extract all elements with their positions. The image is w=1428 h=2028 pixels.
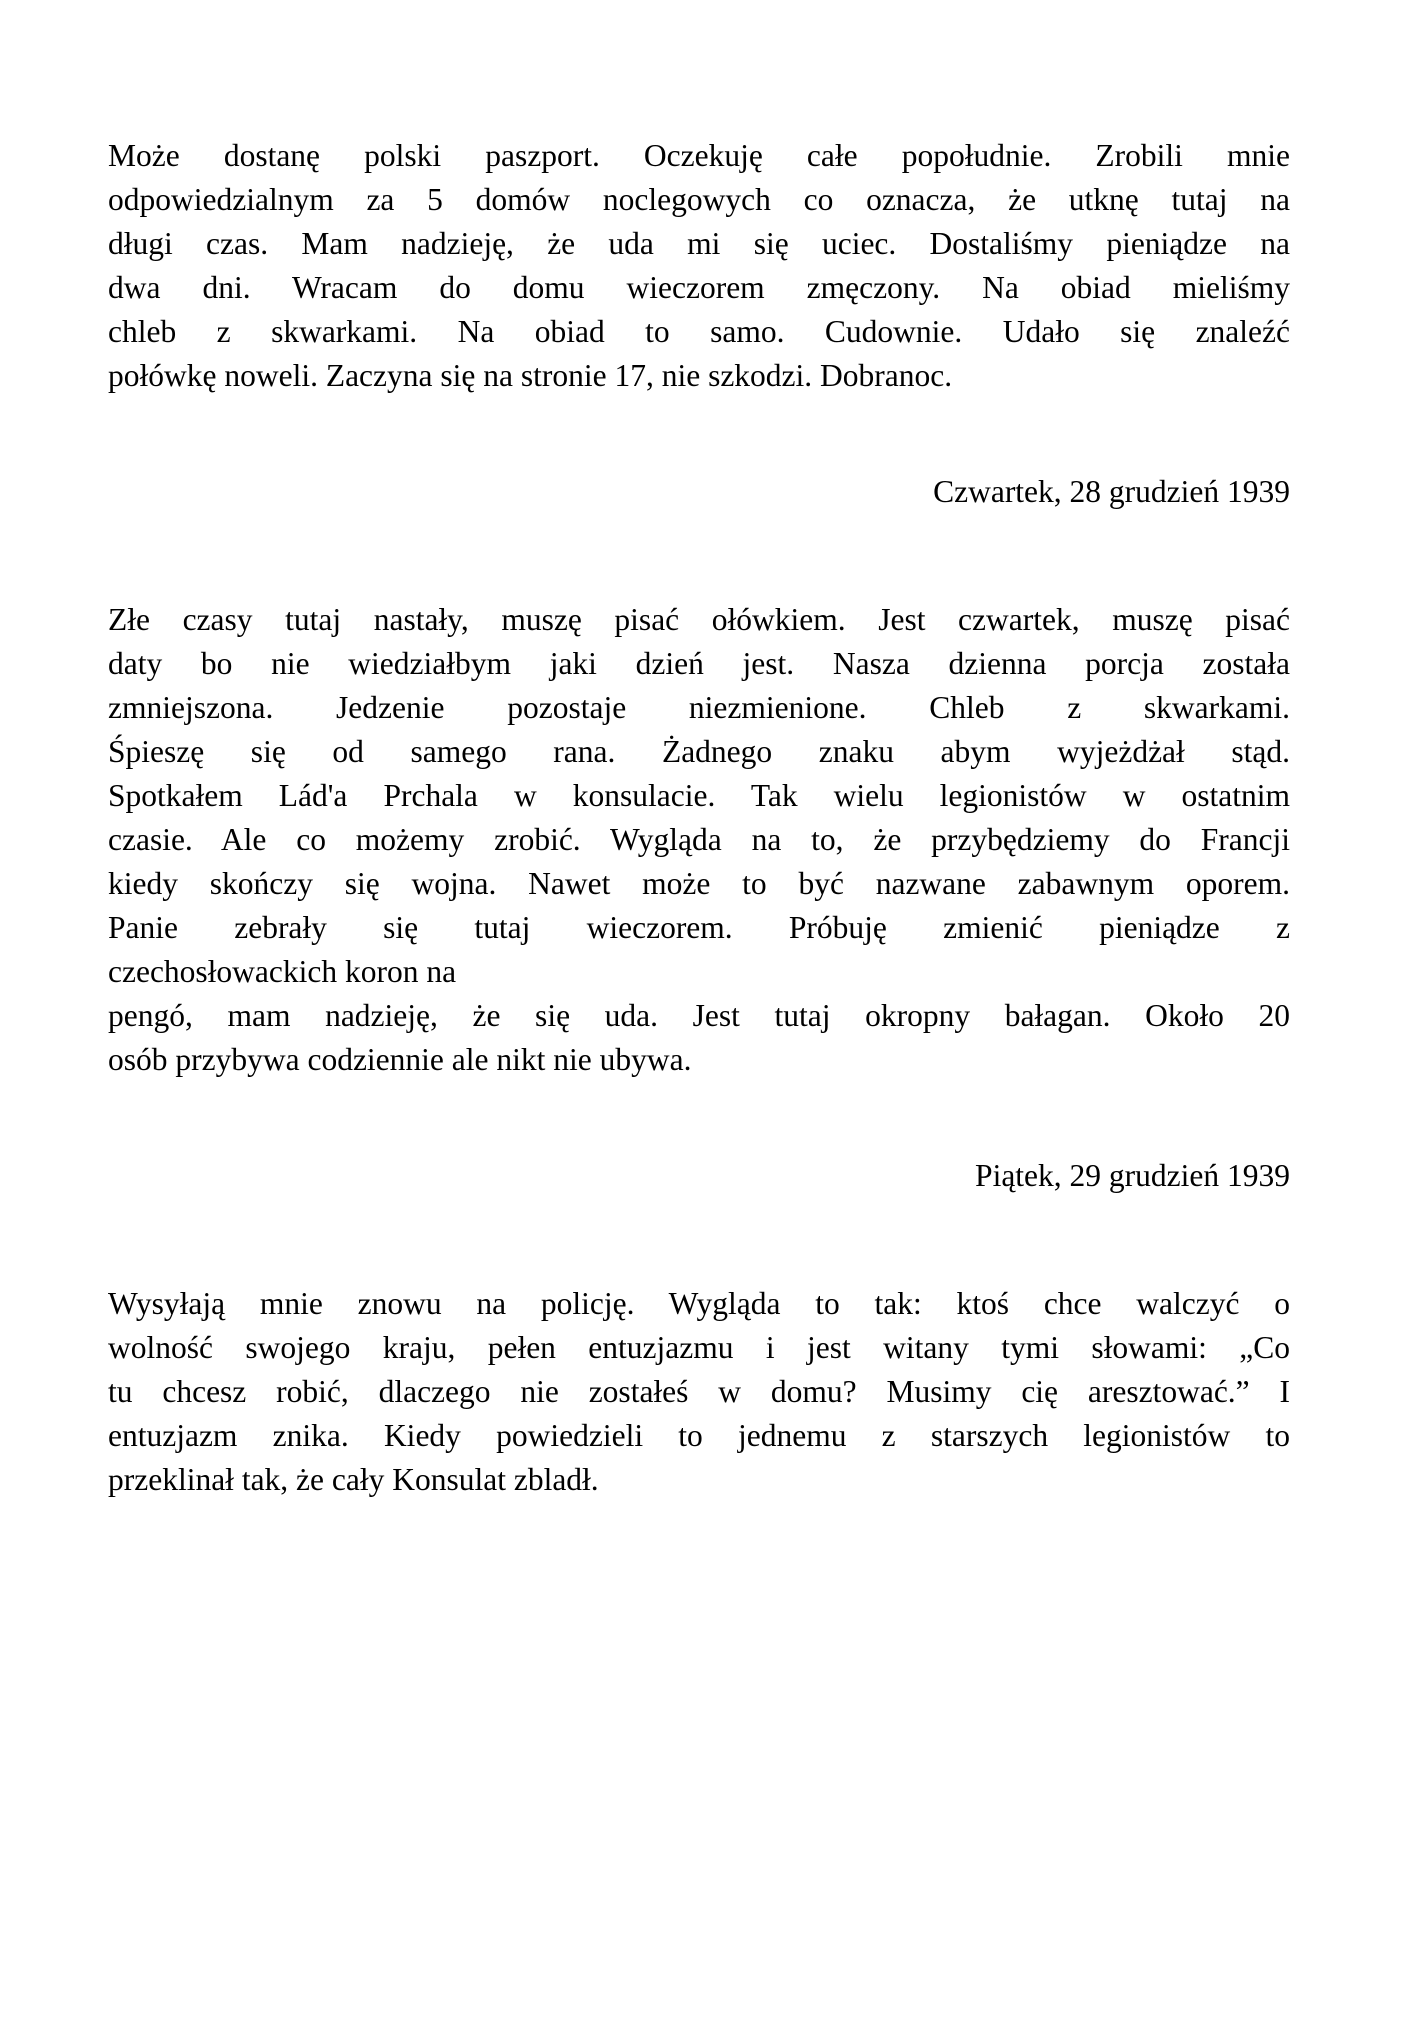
text-line: pengó, mam nadzieję, że się uda. Jest tutaj okropny bałagan. Około 20 xyxy=(108,998,1290,1033)
diary-paragraph xyxy=(108,598,1290,1082)
text-line: połówkę noweli. Zaczyna się na stronie 17, nie szkodzi. Dobranoc. xyxy=(108,358,953,393)
text-line: osób przybywa codziennie ale nikt nie ubywa. xyxy=(108,1042,692,1077)
text-line: wolność swojego kraju, pełen entuzjazmu i jest witany tymi słowami: „Co xyxy=(108,1330,1290,1365)
text-line: daty bo nie wiedziałbym jaki dzień jest. Nasza dzienna porcja została xyxy=(108,646,1290,681)
text-line: Wysyłają mnie znowu na policję. Wygląda to tak: ktoś chce walczyć o xyxy=(108,1286,1290,1321)
date-heading: Piątek, 29 grudzień 1939 xyxy=(975,1158,1290,1193)
text-line: Śpieszę się od samego rana. Żadnego znaku abym wyjeżdżał stąd. xyxy=(108,734,1290,769)
diary-paragraph xyxy=(108,1282,1290,1502)
text-line: dwa dni. Wracam do domu wieczorem zmęczony. Na obiad mieliśmy xyxy=(108,270,1290,305)
text-line: tu chcesz robić, dlaczego nie zostałeś w domu? Musimy cię aresztować.” I xyxy=(108,1374,1290,1409)
diary-paragraph xyxy=(108,134,1290,398)
date-heading: Czwartek, 28 grudzień 1939 xyxy=(933,474,1290,509)
text-line: entuzjazm znika. Kiedy powiedzieli to jednemu z starszych legionistów to xyxy=(108,1418,1290,1453)
text-line: Może dostanę polski paszport. Oczekuję całe popołudnie. Zrobili mnie xyxy=(108,138,1290,173)
text-line: Spotkałem Lád'a Prchala w konsulacie. Tak wielu legionistów w ostatnim xyxy=(108,778,1290,813)
text-line: kiedy skończy się wojna. Nawet może to być nazwane zabawnym oporem. xyxy=(108,866,1290,901)
text-line: czasie. Ale co możemy zrobić. Wygląda na to, że przybędziemy do Francji xyxy=(108,822,1290,857)
text-line: chleb z skwarkami. Na obiad to samo. Cudownie. Udało się znaleźć xyxy=(108,314,1290,349)
text-line: długi czas. Mam nadzieję, że uda mi się uciec. Dostaliśmy pieniądze na xyxy=(108,226,1290,261)
text-line: przeklinał tak, że cały Konsulat zbladł. xyxy=(108,1462,599,1497)
text-line: odpowiedzialnym za 5 domów noclegowych co oznacza, że utknę tutaj na xyxy=(108,182,1290,217)
text-line: Panie zebrały się tutaj wieczorem. Próbuję zmienić pieniądze z xyxy=(108,910,1290,945)
text-line: czechosłowackich koron na xyxy=(108,954,457,989)
text-line: zmniejszona. Jedzenie pozostaje niezmienione. Chleb z skwarkami. xyxy=(108,690,1290,725)
text-line: Złe czasy tutaj nastały, muszę pisać ołówkiem. Jest czwartek, muszę pisać xyxy=(108,602,1290,637)
